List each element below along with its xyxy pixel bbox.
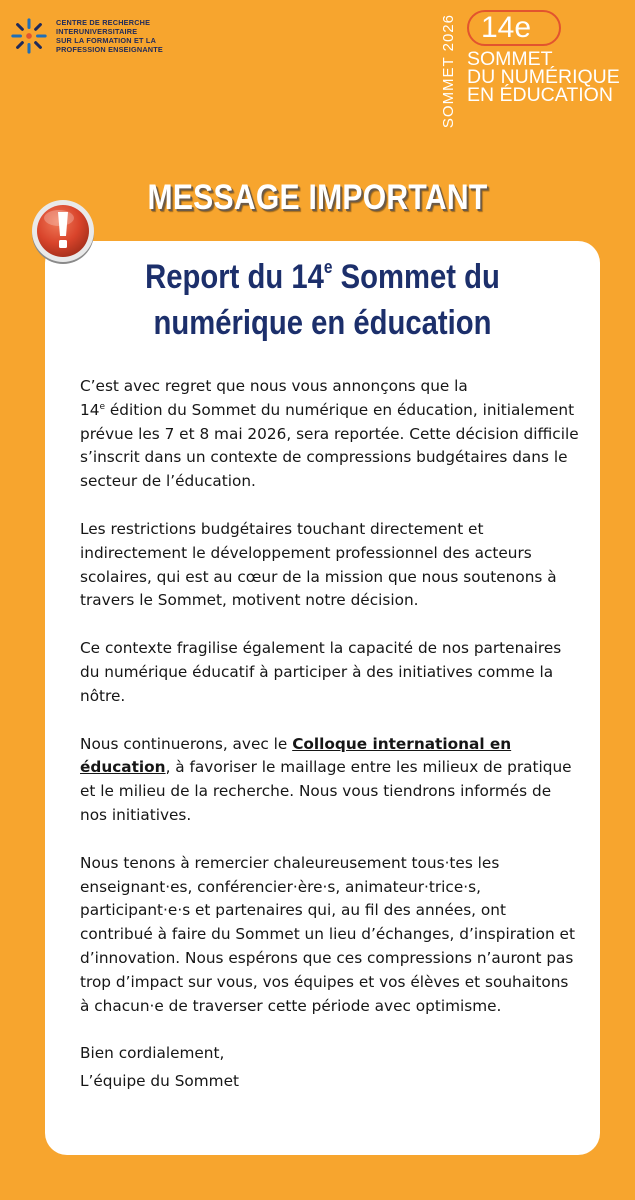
event-name-line-3: EN ÉDUCATION bbox=[467, 84, 613, 106]
p4-text-a: Nous continuerons, avec le bbox=[80, 734, 293, 753]
paragraph-1 bbox=[80, 375, 580, 494]
message-body bbox=[80, 375, 580, 1094]
signoff bbox=[80, 1042, 580, 1094]
paragraph-4 bbox=[80, 733, 580, 828]
signature: L’équipe du Sommet bbox=[80, 1072, 239, 1091]
logo-line-1: CENTRE DE RECHERCHE bbox=[56, 18, 151, 27]
colloque-link[interactable]: Colloque international en éducation bbox=[80, 734, 512, 777]
title-part-2: Sommet du bbox=[332, 258, 500, 296]
crifpe-logo bbox=[10, 17, 163, 55]
event-logo bbox=[440, 10, 620, 129]
paragraph-5: Nous tenons à remercier chaleureusement tous·tes les enseignant·es, conférencier·ère·s, animateur·trice·s, participant·e·s et partenaires qui, au fil des années, ont contribué à faire du Sommet un lieu d’échanges, d’inspiration et d’innovation. Nous espérons que ces compressions n’auront pas trop d’impact sur vous, vos équipes et vos élèves et souhaitons à chacun·e de traverser cette période avec optimisme. bbox=[80, 853, 575, 1015]
p1-superscript: e bbox=[99, 401, 106, 412]
title-part-1: Report du 14 bbox=[145, 258, 324, 296]
p4-text-b: , à favoriser le maillage entre les milieux de pratique et le milieu de la recherche. Nous vous tiendrons informés de nos initiatives. bbox=[80, 758, 572, 824]
logo-line-3: SUR LA FORMATION ET LA bbox=[56, 36, 157, 45]
title-superscript: e bbox=[323, 257, 333, 277]
paragraph-2: Les restrictions budgétaires touchant directement et indirectement le développement professionnel des acteurs scolaires, qui est au cœur de la mission que nous soutenons à travers le Sommet, motivent notre décision. bbox=[80, 519, 557, 610]
crifpe-star-icon bbox=[10, 17, 48, 55]
p1-text-b: édition du Sommet du numérique en éducation, initialement prévue les 7 et 8 mai 2026, sera reportée. Cette décision difficile s’inscrit dans un contexte de compressions budgétaires dans le secteur de l’éducation. bbox=[80, 400, 579, 491]
p1-number: 14 bbox=[80, 400, 100, 419]
p1-text-a: C’est avec regret que nous vous annonçons que la bbox=[80, 377, 468, 395]
logo-line-2: INTERUNIVERSITAIRE bbox=[56, 27, 138, 36]
paragraph-3: Ce contexte fragilise également la capacité de nos partenaires du numérique éducatif à participer à des initiatives comme la nôtre. bbox=[80, 639, 562, 705]
banner-title: MESSAGE IMPORTANT bbox=[147, 178, 488, 217]
closing: Bien cordialement, bbox=[80, 1044, 225, 1063]
page-title bbox=[84, 254, 561, 346]
event-name-line-1: SOMMET bbox=[467, 48, 553, 70]
event-name-line-2: DU NUMÉRIQUE bbox=[467, 66, 620, 88]
title-line-2: numérique en éducation bbox=[153, 304, 492, 342]
logo-line-4: PROFESSION ENSEIGNANTE bbox=[56, 45, 163, 54]
event-year: SOMMET 2026 bbox=[440, 14, 457, 129]
event-edition-badge: 14e bbox=[467, 10, 561, 46]
